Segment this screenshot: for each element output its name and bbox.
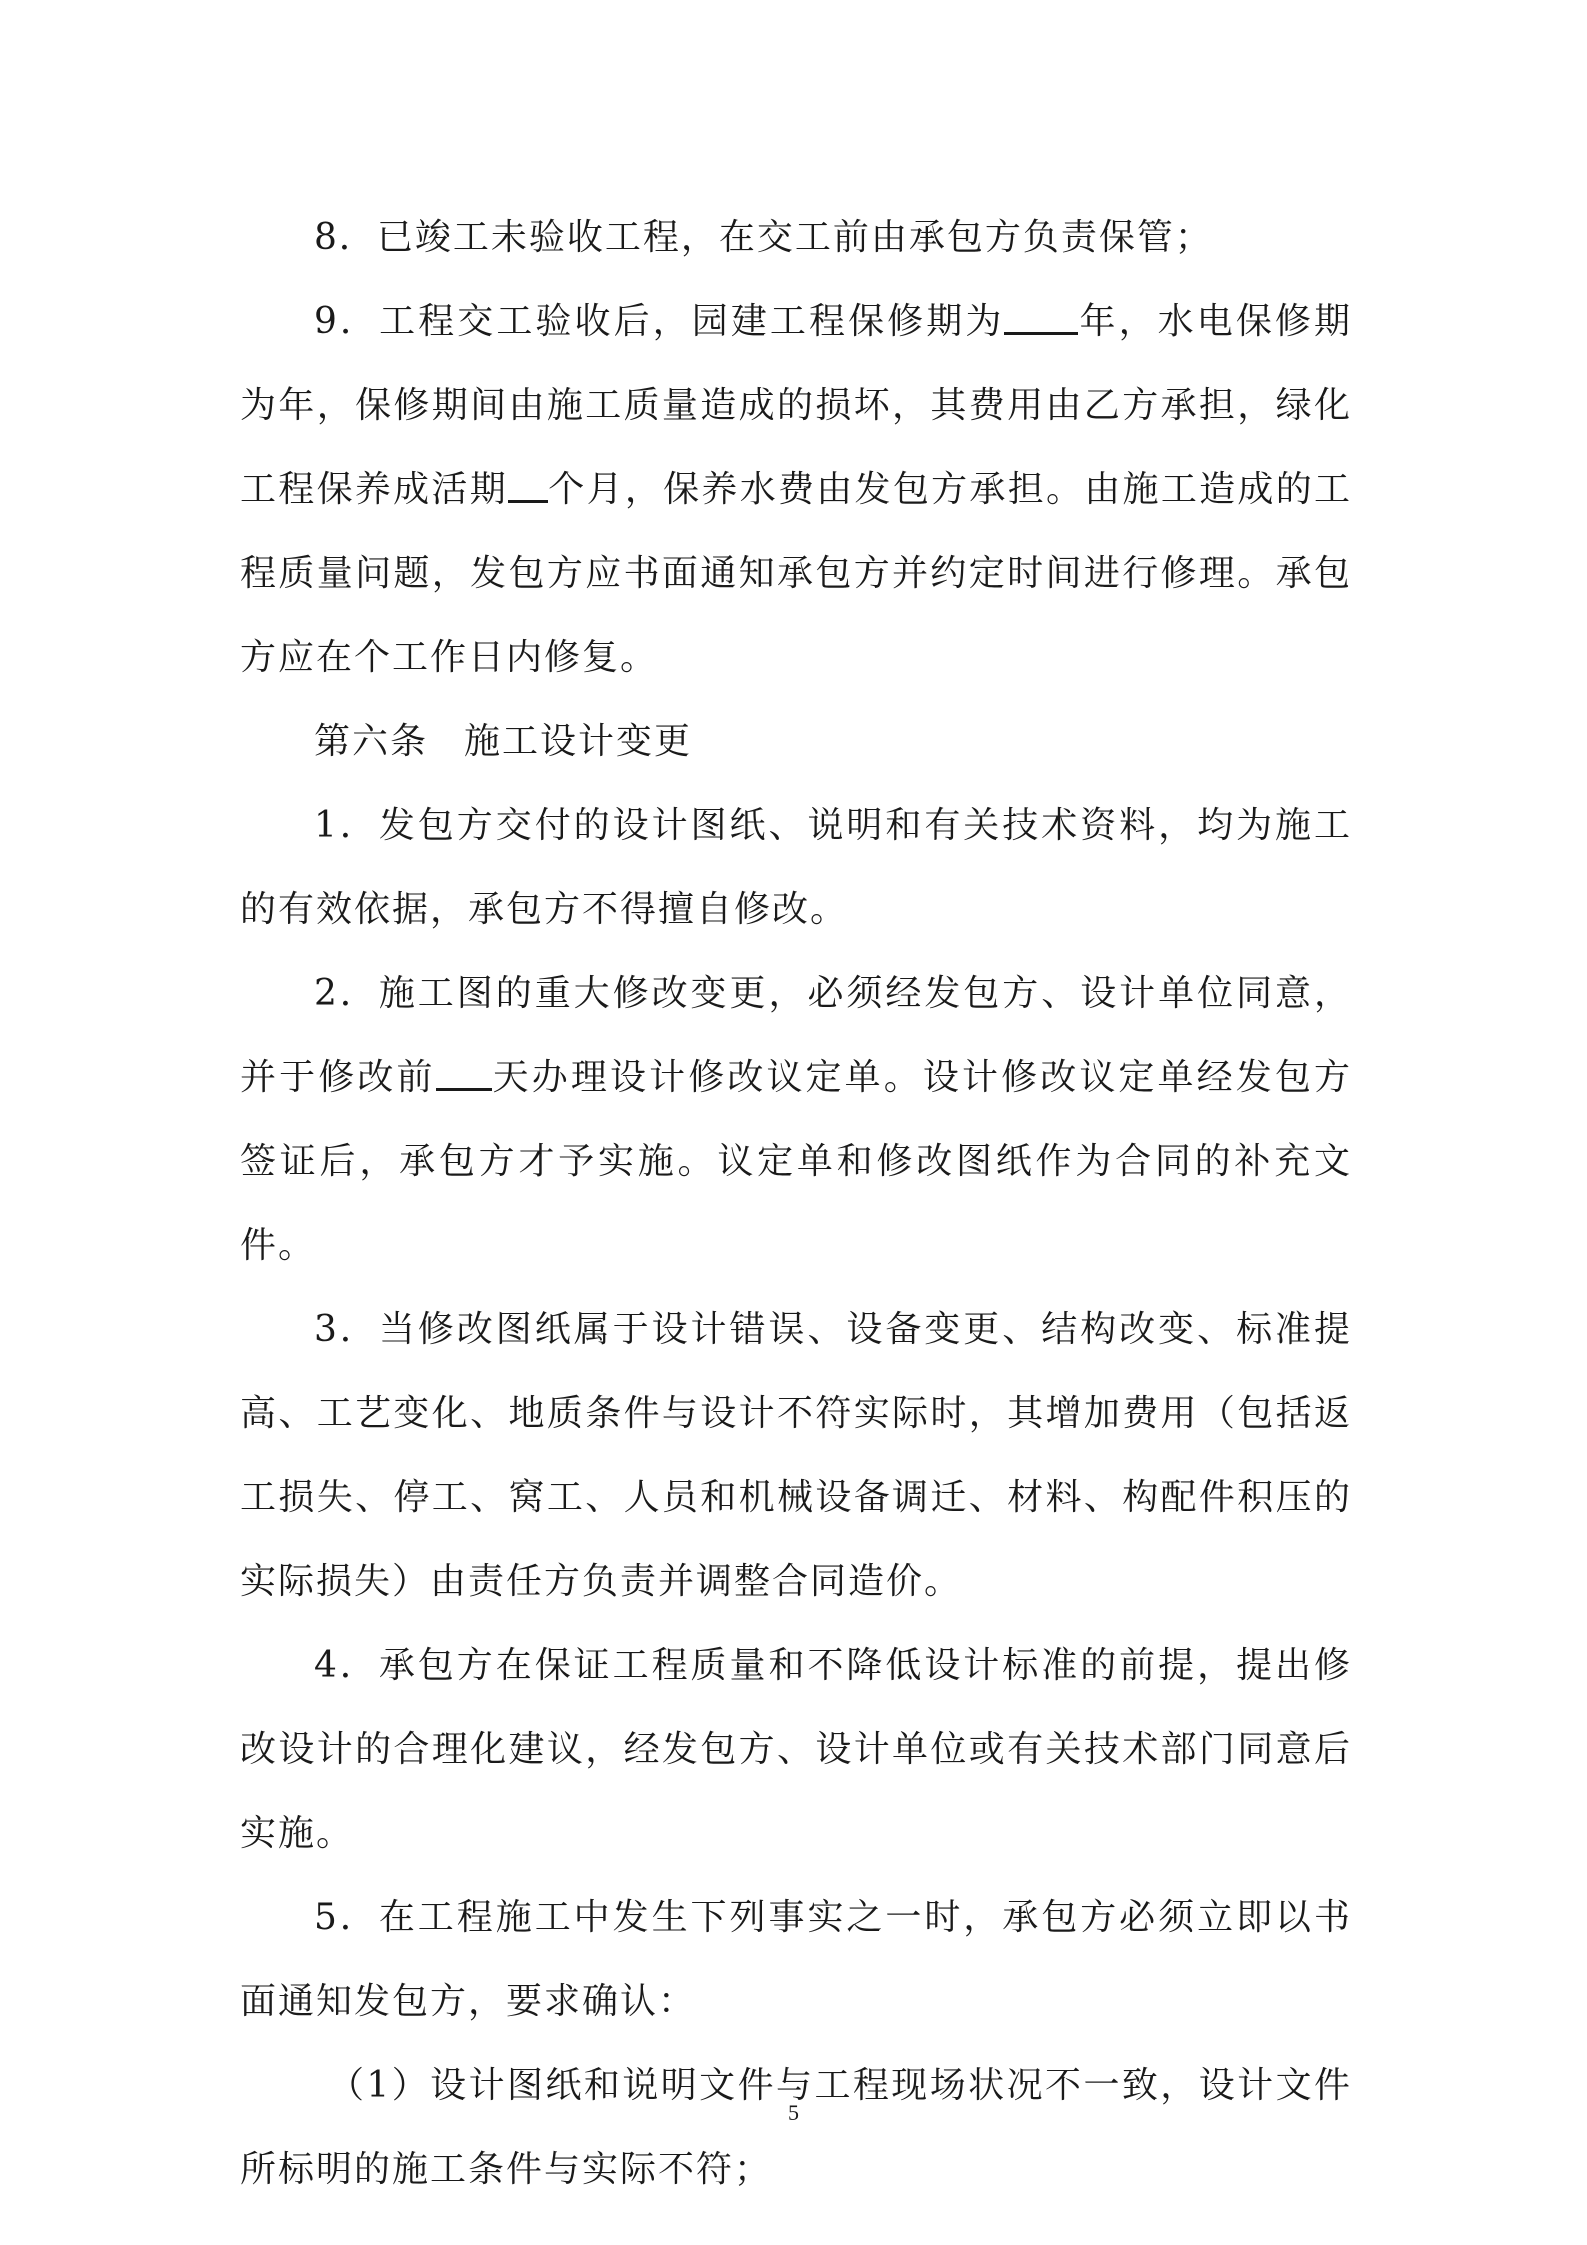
blank-days-before	[436, 1058, 492, 1091]
clause-2-paragraph	[240, 952, 1352, 1288]
clause-2-text-b: 天办理设计修改议定单。设计修改议定单经发包方签证后，承包方才予实施。议定单和修改图纸作为合同的补充文件。	[240, 1057, 1352, 1266]
clause-5-paragraph: 5．在工程施工中发生下列事实之一时，承包方必须立即以书面通知发包方，要求确认：	[240, 1897, 1352, 2022]
clause-2-text-a: 2．施工图的重大修改变更，必须经发包方、设计单位同意，并于修改前	[240, 973, 1352, 1098]
article-title: 施工设计变更	[464, 721, 693, 762]
clause-4-paragraph: 4．承包方在保证工程质量和不降低设计标准的前提，提出修改设计的合理化建议，经发包方、设计单位或有关技术部门同意后实施。	[240, 1645, 1352, 1854]
article-6-heading	[240, 700, 1352, 784]
document-body	[240, 196, 1352, 2212]
blank-maintenance-months	[508, 470, 548, 503]
blank-warranty-years	[1004, 302, 1078, 335]
clause-5-item-1-paragraph: （1）设计图纸和说明文件与工程现场状况不一致，设计文件所标明的施工条件与实际不符；	[240, 2065, 1352, 2190]
clause-9-paragraph	[240, 280, 1352, 700]
clause-9-text-b: 年，水电保修期为年，保修期间由施工质量造成的损坏，其费用由乙方承担，绿化工程保养成活期	[240, 301, 1352, 510]
clause-9-text-a: 9．工程交工验收后，园建工程保修期为	[314, 301, 1005, 342]
article-number: 第六条	[314, 721, 429, 762]
clause-8-paragraph: 8．已竣工未验收工程，在交工前由承包方负责保管；	[314, 217, 1213, 258]
clause-1-paragraph: 1．发包方交付的设计图纸、说明和有关技术资料，均为施工的有效依据，承包方不得擅自修改。	[240, 805, 1352, 930]
page-number: 5	[788, 2100, 799, 2125]
clause-9-text-c: 个月，保养水费由发包方承担。由施工造成的工程质量问题，发包方应书面通知承包方并约定时间进行修理。承包方应在个工作日内修复。	[240, 469, 1352, 678]
clause-3-paragraph: 3．当修改图纸属于设计错误、设备变更、结构改变、标准提高、工艺变化、地质条件与设计不符实际时，其增加费用（包括返工损失、停工、窝工、人员和机械设备调迁、材料、构配件积压的实际损失）由责任方负责并调整合同造价。	[240, 1309, 1352, 1602]
